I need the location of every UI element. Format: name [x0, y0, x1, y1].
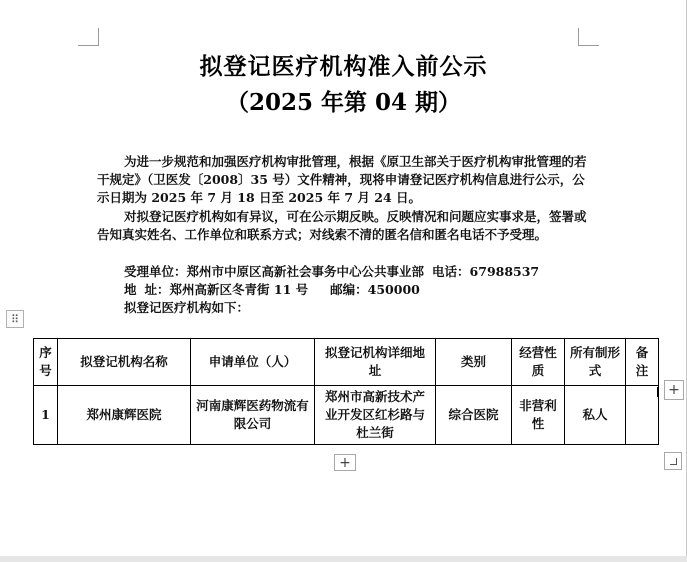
phone-label: 电话：: [432, 264, 470, 279]
table-resize-handle-icon[interactable]: [664, 452, 682, 470]
paragraph-notice: [97, 153, 587, 207]
paragraph-objection: [97, 208, 587, 244]
document-subtitle: （2025 年第 04 期）: [225, 89, 462, 116]
address-value: 郑州高新区冬青街 11 号: [169, 282, 309, 297]
text-cursor: [657, 387, 659, 397]
accepting-unit-line: [124, 263, 539, 281]
table-header-row: [34, 339, 659, 386]
address-label-1: 地: [124, 282, 137, 297]
postcode-label: 邮编：: [330, 282, 368, 297]
header-remark[interactable]: 备注: [626, 339, 659, 386]
header-seq[interactable]: 序号: [34, 339, 58, 386]
paragraph-notice-text: 为进一步规范和加强医疗机构审批管理，根据《原卫生部关于医疗机构审批管理的若干规定》（卫医发〔2008〕35 号）文件精神，现将申请登记医疗机构信息进行公示，公示日期为 2025 年 7 月 18 日至 2025 年 7 月 24 日。: [97, 154, 587, 205]
header-nature[interactable]: 经营性质: [512, 339, 565, 386]
postcode-value: 450000: [367, 282, 420, 297]
paragraph-objection-text: 对拟登记医疗机构如有异议，可在公示期反映。反映情况和问题应实事求是，签署或告知真实姓名、工作单位和联系方式；对线索不清的匿名信和匿名电话不予受理。: [97, 209, 587, 242]
address-line: [124, 281, 420, 299]
cell-ownership[interactable]: 私人: [565, 386, 626, 445]
add-column-plus-icon[interactable]: +: [664, 380, 684, 400]
cell-name[interactable]: 郑州康辉医院: [58, 386, 191, 445]
header-address[interactable]: 拟登记机构详细地址: [315, 339, 436, 386]
add-row-plus-icon[interactable]: +: [334, 454, 356, 471]
cell-remark[interactable]: [626, 386, 659, 445]
address-label-2: 址：: [144, 282, 170, 297]
institution-table: [33, 338, 659, 445]
unit-label: 受理单位：: [124, 264, 187, 279]
header-category[interactable]: 类别: [436, 339, 512, 386]
header-applicant[interactable]: 申请单位（人）: [191, 339, 315, 386]
table-move-handle-icon[interactable]: ⠿: [6, 310, 24, 328]
cell-nature[interactable]: 非营利性: [512, 386, 565, 445]
table-row: [34, 386, 659, 445]
cell-address[interactable]: 郑州市高新技术产业开发区红杉路与杜兰街: [315, 386, 436, 445]
header-ownership[interactable]: 所有制形式: [565, 339, 626, 386]
crop-mark-top-right: [578, 28, 599, 46]
cell-seq[interactable]: 1: [34, 386, 58, 445]
header-name[interactable]: 拟登记机构名称: [58, 339, 191, 386]
cell-category[interactable]: 综合医院: [436, 386, 512, 445]
list-intro: 拟登记医疗机构如下：: [124, 300, 250, 315]
unit-value: 郑州市中原区高新社会事务中心公共事业部: [186, 264, 425, 279]
document-title: 拟登记医疗机构准入前公示: [199, 53, 488, 80]
crop-mark-top-left: [78, 28, 99, 46]
phone-value: 67988537: [469, 264, 540, 279]
bottom-scroll-strip: [0, 556, 687, 562]
cell-applicant[interactable]: 河南康辉医药物流有限公司: [191, 386, 315, 445]
